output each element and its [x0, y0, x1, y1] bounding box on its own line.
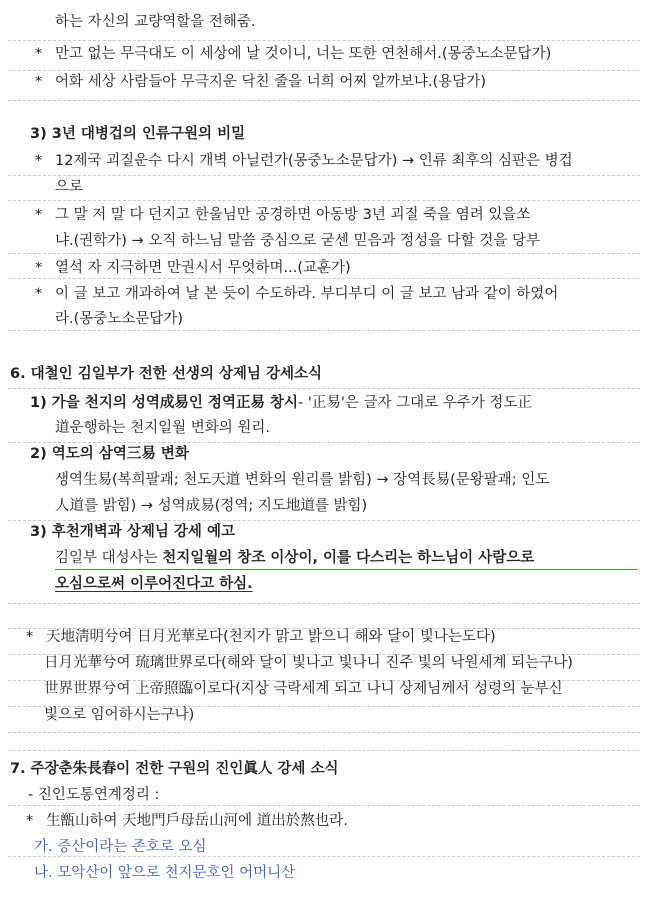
poem-line: [26, 627, 496, 647]
list-item-blue: 나. 모악산이 앞으로 천지문호인 어머니산: [34, 865, 296, 881]
subsection-heading: 3) 후천개벽과 상제님 강세 예고: [30, 524, 235, 540]
ruled-line: [8, 442, 640, 443]
poem-line: 빛으로 임어하시는구나): [44, 707, 195, 723]
bullet-marker: *: [26, 629, 34, 645]
red-underline: [55, 569, 637, 570]
bullet-marker: *: [35, 260, 43, 276]
bullet-text: 그 말 저 말 다 던지고 한울님만 공경하면 아동방 3년 괴질 죽을 염려 있을쏘: [55, 207, 531, 223]
bullet-marker: *: [35, 46, 43, 62]
subsection-heading: 1) 가을 천지의 성역成易인 정역正易 창시: [30, 395, 299, 411]
poem-line: 世界世界兮여 上帝照臨이로다(지상 극락세계 되고 나니 상제님께서 성령의 눈부신: [44, 681, 563, 697]
text-line: 人道를 밝힘) → 성역成易(정역; 지도地道를 밝힘): [55, 498, 368, 514]
ruled-line: [8, 520, 640, 521]
text-line: - 진인도통연계정리 :: [28, 787, 160, 803]
ruled-line: [8, 732, 640, 733]
section-heading: 7. 주장춘朱長春이 전한 구원의 진인眞人 강세 소식: [10, 761, 339, 777]
ruled-line: [8, 175, 640, 176]
text-line: 으로: [55, 179, 84, 195]
bullet-line: [35, 284, 558, 304]
ruled-line: [8, 40, 640, 41]
bullet-line: [35, 151, 573, 171]
ruled-line: [8, 750, 640, 751]
bullet-line: [35, 205, 530, 225]
list-item-blue: 가. 증산이라는 존호로 오심: [34, 839, 207, 855]
bullet-text: 만고 없는 무극대도 이 세상에 날 것이니, 너는 또한 연천해서.(몽중노소문답가): [55, 46, 552, 62]
bullet-marker: *: [35, 74, 43, 90]
bullet-text: 生甑山하여 天地門戶母岳山河에 道出於熬也라.: [46, 813, 348, 829]
emphasis-text: 오심으로써 이루어진다고 하심.: [55, 576, 253, 592]
ruled-line: [8, 100, 640, 101]
bullet-marker: *: [35, 286, 43, 302]
text-line: 道운행하는 천지일월 변화의 원리.: [55, 420, 271, 436]
bullet-text: 12제국 괴질운수 다시 개벽 아닐런가(몽중노소문답가) → 인류 최후의 심판은 병겁: [55, 153, 573, 169]
bullet-marker: *: [26, 813, 34, 829]
bullet-text: 열석 자 지극하면 만권시서 무엇하며...(교훈가): [55, 260, 351, 276]
text-line: [55, 548, 534, 568]
ruled-line: [8, 330, 640, 331]
bullet-text: 어화 세상 사람들아 무극지운 닥친 줄을 너희 어찌 알까보냐.(용담가): [55, 74, 486, 90]
subsection-heading: 2) 역도의 삼역三易 변화: [30, 446, 189, 462]
bullet-line: [35, 44, 551, 64]
subsection-line: [30, 393, 532, 413]
ruled-line: [8, 805, 640, 806]
section-heading: 6. 대철인 김일부가 전한 선생의 상제님 강세소식: [10, 366, 323, 382]
text-line: 라.(몽중노소문답가): [55, 311, 183, 327]
ruled-line: [8, 200, 640, 201]
text-line: 냐.(권학가) → 오직 하느님 말씀 중심으로 굳센 믿음과 정성을 다할 것을 당부: [55, 233, 540, 249]
text-plain: 김일부 대성사는: [55, 550, 163, 566]
bullet-marker: *: [35, 153, 43, 169]
ruled-line: [8, 253, 640, 254]
subsection-text: - '正易'은 글자 그대로 우주가 정도正: [298, 395, 532, 411]
section-heading: 3) 3년 대병겁의 인류구원의 비밀: [30, 126, 246, 142]
bullet-line: [26, 811, 348, 831]
poem-line: 日月光華兮여 琉璃世界로다(해와 달이 빛나고 빛나니 진주 빛의 낙원세계 되는구나): [44, 655, 573, 671]
text-line: 생역生易(복희팔괘; 천도天道 변화의 원리를 밝힘) → 장역長易(문왕팔괘; 인도: [55, 472, 550, 488]
ruled-line: [8, 70, 640, 71]
bullet-line: [35, 258, 351, 278]
ruled-line: [8, 278, 640, 279]
ruled-line: [8, 603, 640, 604]
bullet-text: 이 글 보고 개과하여 날 본 듯이 수도하라. 부디부디 이 글 보고 남과 같이 하였어: [55, 286, 559, 302]
bullet-marker: *: [35, 207, 43, 223]
bullet-line: [35, 72, 486, 92]
text-line: 하는 자신의 교량역할을 전해줌.: [55, 14, 256, 30]
ruled-line: [8, 388, 640, 389]
emphasis-text: 천지일월의 창조 이상이, 이를 다스리는 하느님이 사람으로: [162, 550, 535, 566]
poem-text: 天地淸明兮여 日月光華로다(천지가 맑고 밝으니 해와 달이 빛나는도다): [46, 629, 496, 645]
